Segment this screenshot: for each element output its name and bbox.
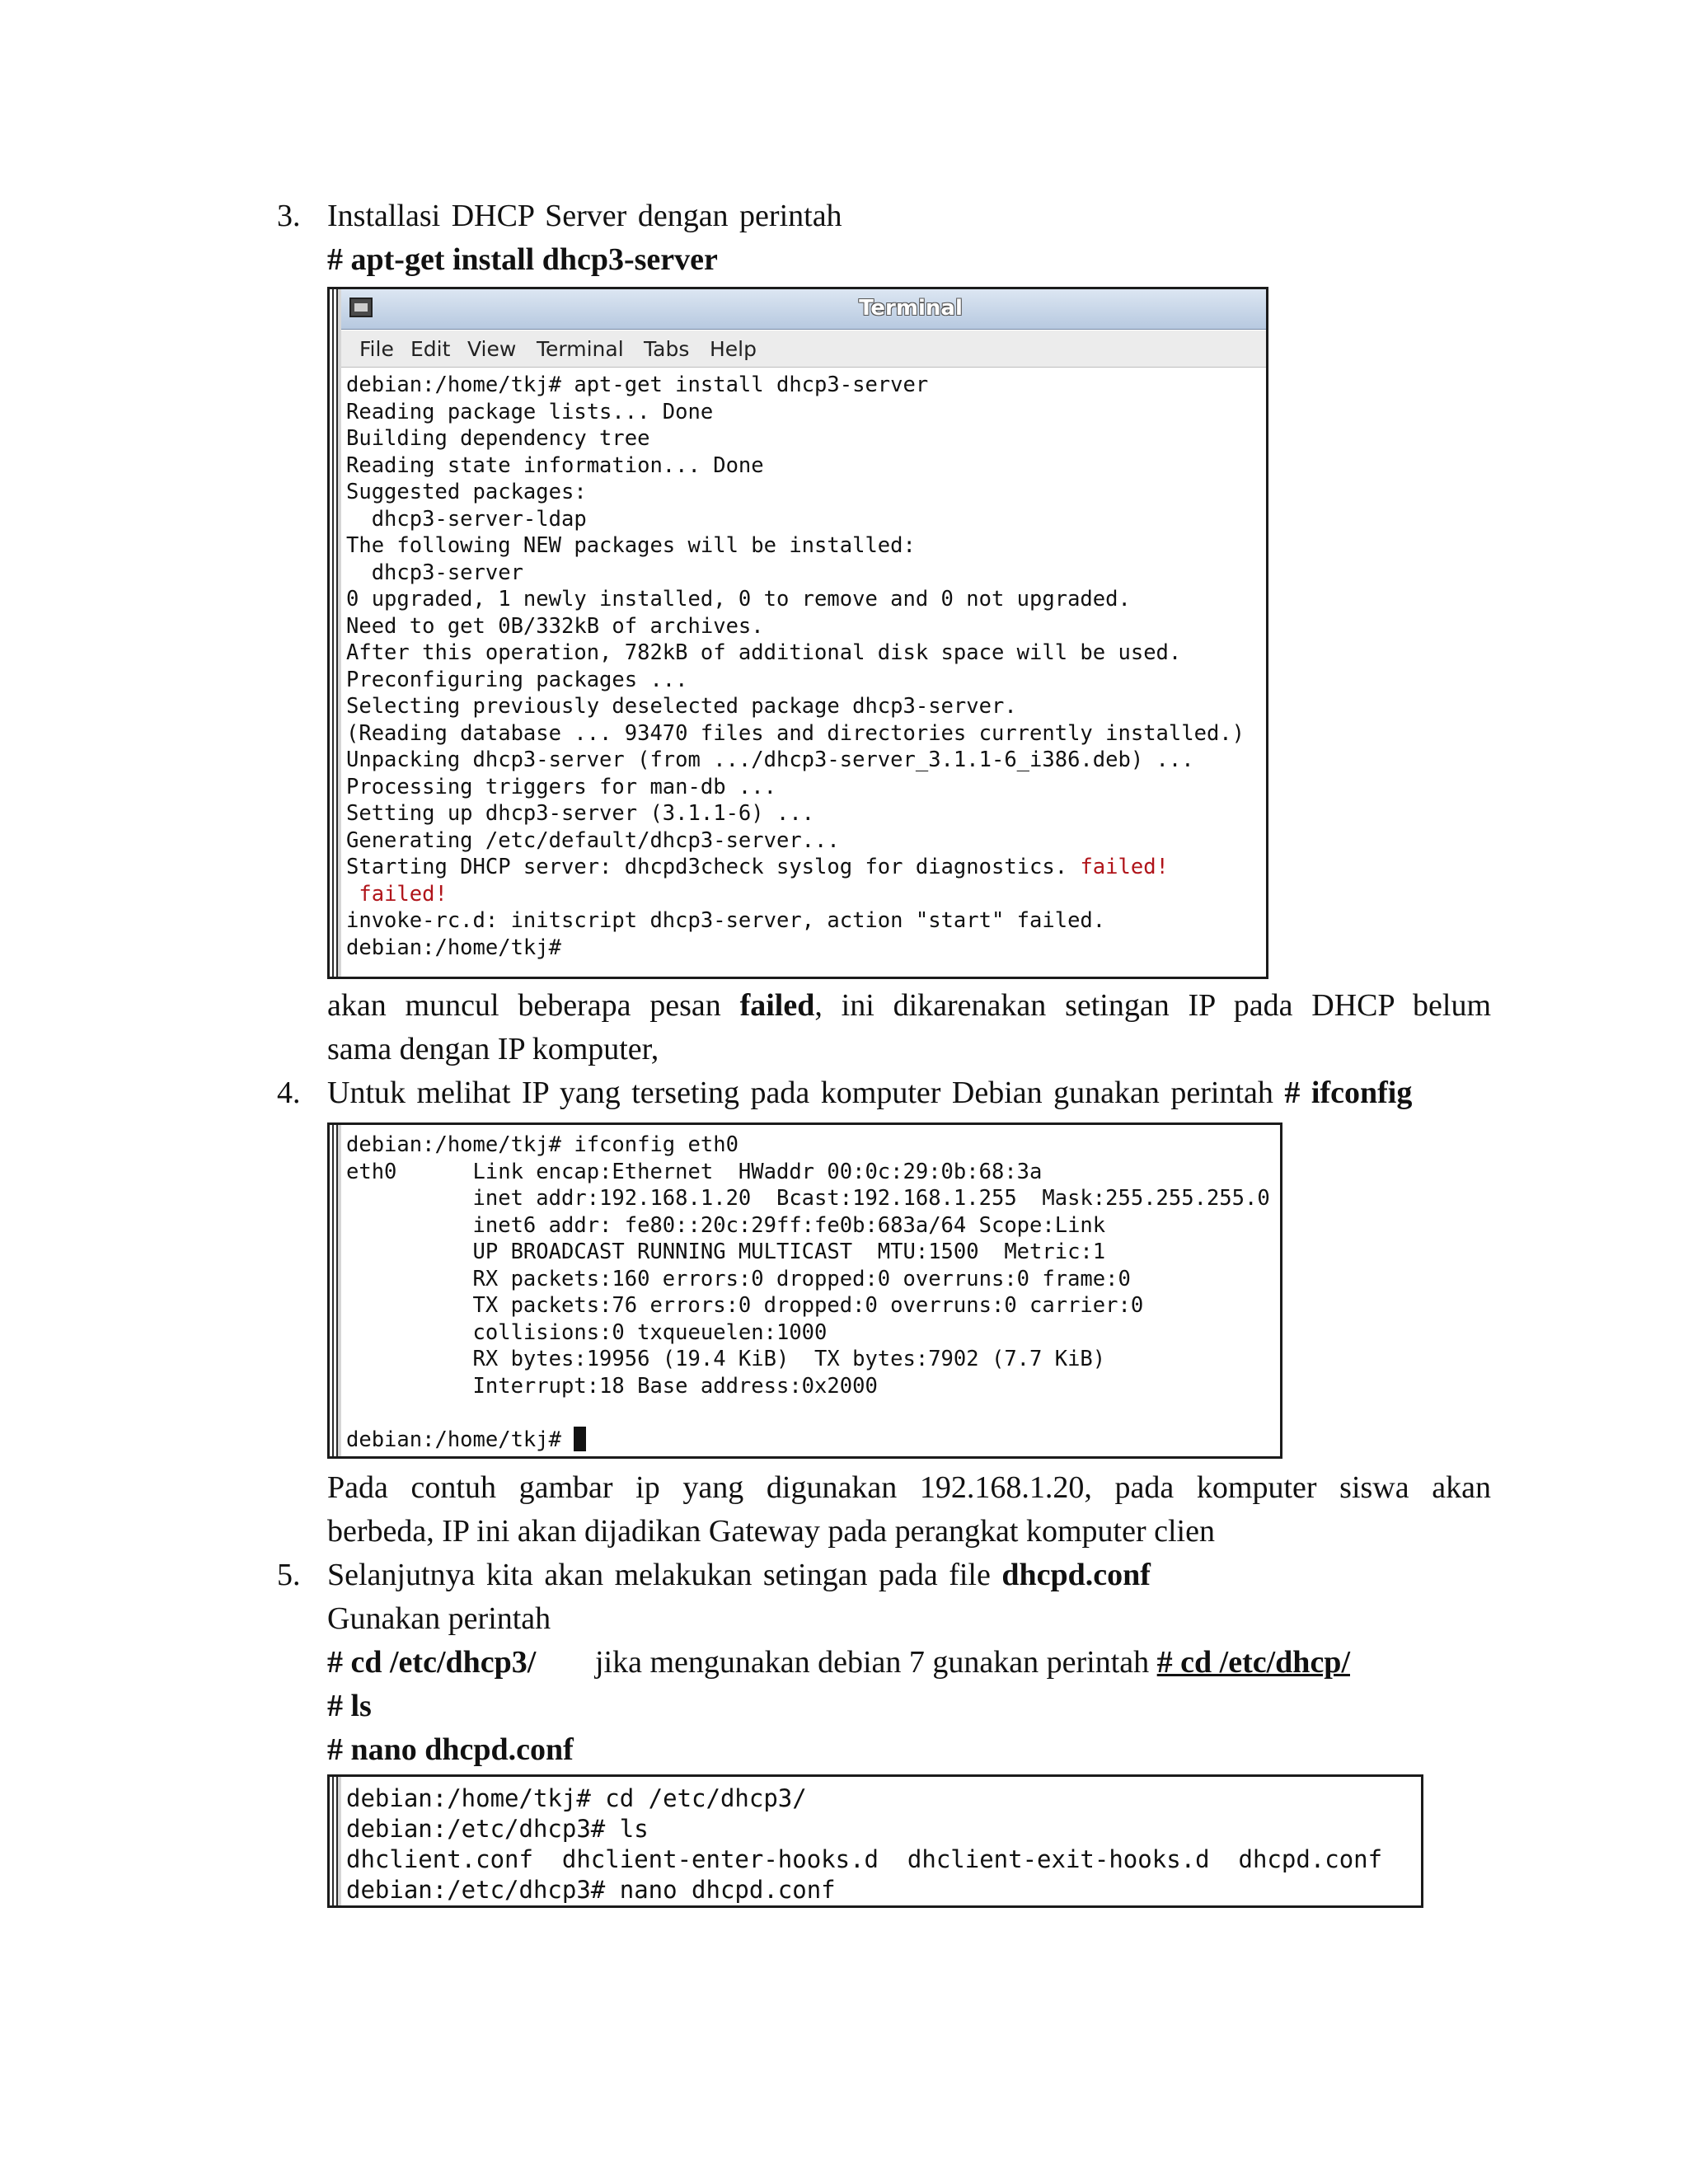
debian7-note-text: jika mengunakan debian 7 gunakan perintah <box>595 1645 1157 1680</box>
ifconfig-prompt: debian:/home/tkj# <box>346 1427 574 1452</box>
step-3-number: 3. <box>277 199 301 233</box>
step-4-command: # ifconfig <box>1284 1076 1413 1110</box>
terminal-output-ifconfig <box>346 1132 1273 1453</box>
failed-indent <box>346 882 359 907</box>
terminal-ls-dhcp3 <box>327 1774 1423 1908</box>
debian7-note <box>595 1641 1350 1685</box>
terminal-title: Terminal <box>859 296 963 321</box>
step-5-line2: Gunakan perintah <box>327 1601 551 1636</box>
menu-file[interactable]: File <box>359 337 394 361</box>
terminal-left-border <box>330 1777 341 1905</box>
terminal-output-apt-get <box>346 372 1259 961</box>
terminal-left-border <box>330 289 341 977</box>
step-5-number: 5. <box>277 1558 301 1592</box>
ip-explanation-line2: berbeda, IP ini akan dijadikan Gateway pada perangkat komputer clien <box>327 1514 1215 1549</box>
step-3-text: Installasi DHCP Server dengan perintah <box>327 199 842 233</box>
failed-explanation-bold: failed <box>739 988 815 1023</box>
step-4-number: 4. <box>277 1076 301 1110</box>
menu-terminal[interactable]: Terminal <box>537 337 624 361</box>
step-5-file: dhcpd.conf <box>1001 1558 1151 1592</box>
cmd-ls: # ls <box>327 1689 372 1723</box>
failed-explanation-line1 <box>327 984 1491 1028</box>
menu-tabs[interactable]: Tabs <box>644 337 690 361</box>
starting-dhcp-line: Starting DHCP server: dhcpd3check syslog for diagnostics. <box>346 855 1081 879</box>
step-4-text <box>327 1071 1412 1115</box>
failed-message-1: failed! <box>1080 855 1169 879</box>
terminal-output-ls: debian:/home/tkj# cd /etc/dhcp3/ debian:/etc/dhcp3# ls dhclient.conf dhclient-enter-hooks.d dhclient-exit-hooks.d dhcpd.conf debian:/etc/dhcp3# nano dhcpd.conf <box>346 1784 1383 1904</box>
apt-output-end: invoke-rc.d: initscript dhcp3-server, action "start" failed. debian:/home/tkj# <box>346 908 1106 960</box>
menu-help[interactable]: Help <box>710 337 757 361</box>
terminal-left-border <box>330 1125 341 1456</box>
step-5-text <box>327 1554 1151 1597</box>
terminal-window-apt-get <box>327 287 1268 979</box>
failed-explanation-post: , ini dikarenakan setingan IP pada DHCP belum <box>814 988 1491 1023</box>
failed-explanation-pre: akan muncul beberapa pesan <box>327 988 740 1023</box>
step-5-body: Selanjutnya kita akan melakukan setingan pada file <box>327 1558 1002 1592</box>
failed-message-2: failed! <box>359 881 448 907</box>
cmd-cd-dhcp3: # cd /etc/dhcp3/ <box>327 1645 537 1680</box>
terminal-menu-bar <box>341 330 1266 368</box>
terminal-title-bar <box>341 289 1266 330</box>
terminal-cursor <box>574 1427 586 1451</box>
failed-explanation-line2: sama dengan IP komputer, <box>327 1032 659 1066</box>
ifconfig-output: debian:/home/tkj# ifconfig eth0 eth0 Link encap:Ethernet HWaddr 00:0c:29:0b:68:3a inet addr:192.168.1.20 Bcast:192.168.1.255 Mask:255.255.255.0 inet6 addr: fe80::20c:29ff:fe0b:683a/64 Scope:Link UP BROADCAST RUNNING MULTICAST MTU:1500 Metric:1 RX packets:160 errors:0 dropped:0 overruns:0 frame:0 TX packets:76 errors:0 dropped:0 overruns:0 carrier:0 collisions:0 txqueuelen:1000 RX bytes:19956 (19.4 KiB) TX bytes:7902 (7.7 KiB) Interrupt:18 Base address:0x2000 <box>346 1132 1270 1399</box>
terminal-ifconfig <box>327 1122 1282 1459</box>
ip-explanation-line1: Pada contuh gambar ip yang digunakan 192.168.1.20, pada komputer siswa akan <box>327 1470 1491 1505</box>
cmd-cd-dhcp: # cd /etc/dhcp/ <box>1156 1645 1350 1680</box>
cmd-nano: # nano dhcpd.conf <box>327 1732 574 1767</box>
step-4-body: Untuk melihat IP yang terseting pada komputer Debian gunakan perintah <box>327 1076 1285 1110</box>
step-3-command: # apt-get install dhcp3-server <box>327 242 718 277</box>
apt-output-main: debian:/home/tkj# apt-get install dhcp3-server Reading package lists... Done Building dependency tree Reading state information... Done Suggested packages: dhcp3-server-ldap The following NEW packages will be installed: dhcp3-server 0 upgraded, 1 newly installed, 0 to remove and 0 not upgraded. Need to get 0B/332kB of archives. After this operation, 782kB of additional disk space will be used. Preconfiguring packages ... Selecting previously deselected package dhcp3-server. (Reading database ... 93470 files and directories currently installed.) Unpacking dhcp3-server (from .../dhcp3-server_3.1.1-6_i386.deb) ... Processing triggers for man-db ... Setting up dhcp3-server (3.1.1-6) ... Generating /etc/default/dhcp3-server... <box>346 373 1245 853</box>
menu-edit[interactable]: Edit <box>410 337 451 361</box>
menu-view[interactable]: View <box>467 337 517 361</box>
